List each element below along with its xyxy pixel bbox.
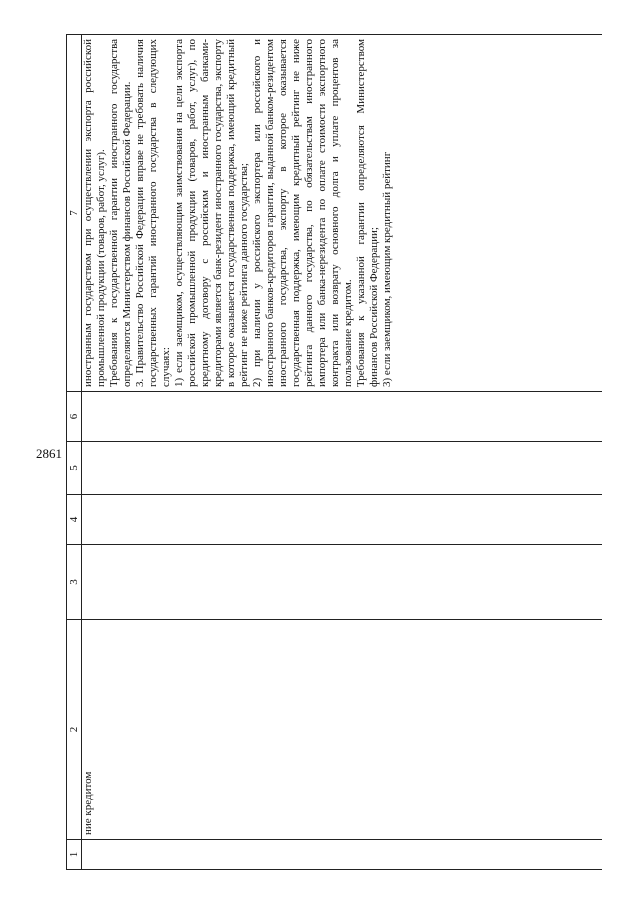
col7-paragraphs [82,39,394,387]
rotated-page [66,35,606,870]
col7-paragraph: иностранным государством при осуществлении экспорта российской промышленной продукции (товаров, работ, услуг). [82,39,107,387]
col7-paragraph: Требования к указанной гарантии определяются Министерством финансов Российской Федерации; [355,39,380,387]
table-row [82,35,603,870]
cell-col7 [82,35,603,392]
col7-paragraph: 1) если заемщиком, осуществляющим заимствования на цели экспорта российской промышленной продукции (товаров, работ, услуг), по кредитному договору с российским и иностранным банками-кредиторами является банк-резидент иностранного государства, экспорту в которое оказывается государственная поддержка, имеющий кредитный рейтинг не ниже рейтинга данного государства; [173,39,250,387]
page-number: 2861 [36,446,62,461]
col7-paragraph: 2) при наличии у российского экспортера или российского и иностранного банков-кредиторов гарантии, выданной банком-резидентом иностранного государства, экспорту в которое оказывается государственная поддержка, имеющим кредитный рейтинг не ниже рейтинга данного государства, по обязательствам иностранного импортера или банка-нерезидента по оплате стоимости экспортного контракта или возврату основного долга и уплате процентов за пользование кредитом. [251,39,354,387]
cell-col3 [82,545,603,620]
col7-paragraph: Требования к государственной гарантии иностранного государства определяются Министерством финансов Российской Федерации. [108,39,133,387]
cell-col5 [82,442,603,495]
column-header-6: 6 [67,392,82,442]
column-header-2: 2 [67,620,82,840]
column-header-4: 4 [67,495,82,545]
cell-col2: ние кредитом [82,620,603,840]
col7-paragraph: 3. Правительство Российской Федерации вправе не требовать наличия государственных гарантий иностранного государства в следующих случаях: [134,39,172,387]
cell-col1 [82,840,603,870]
column-header-1: 1 [67,840,82,870]
column-header-7: 7 [67,35,82,392]
column-header-5: 5 [67,442,82,495]
table-header-row [67,35,82,870]
column-header-3: 3 [67,545,82,620]
data-table [66,34,602,870]
cell-col4 [82,495,603,545]
cell-col6 [82,392,603,442]
col7-paragraph: 3) если заемщиком, имеющим кредитный рейтинг [381,151,393,387]
